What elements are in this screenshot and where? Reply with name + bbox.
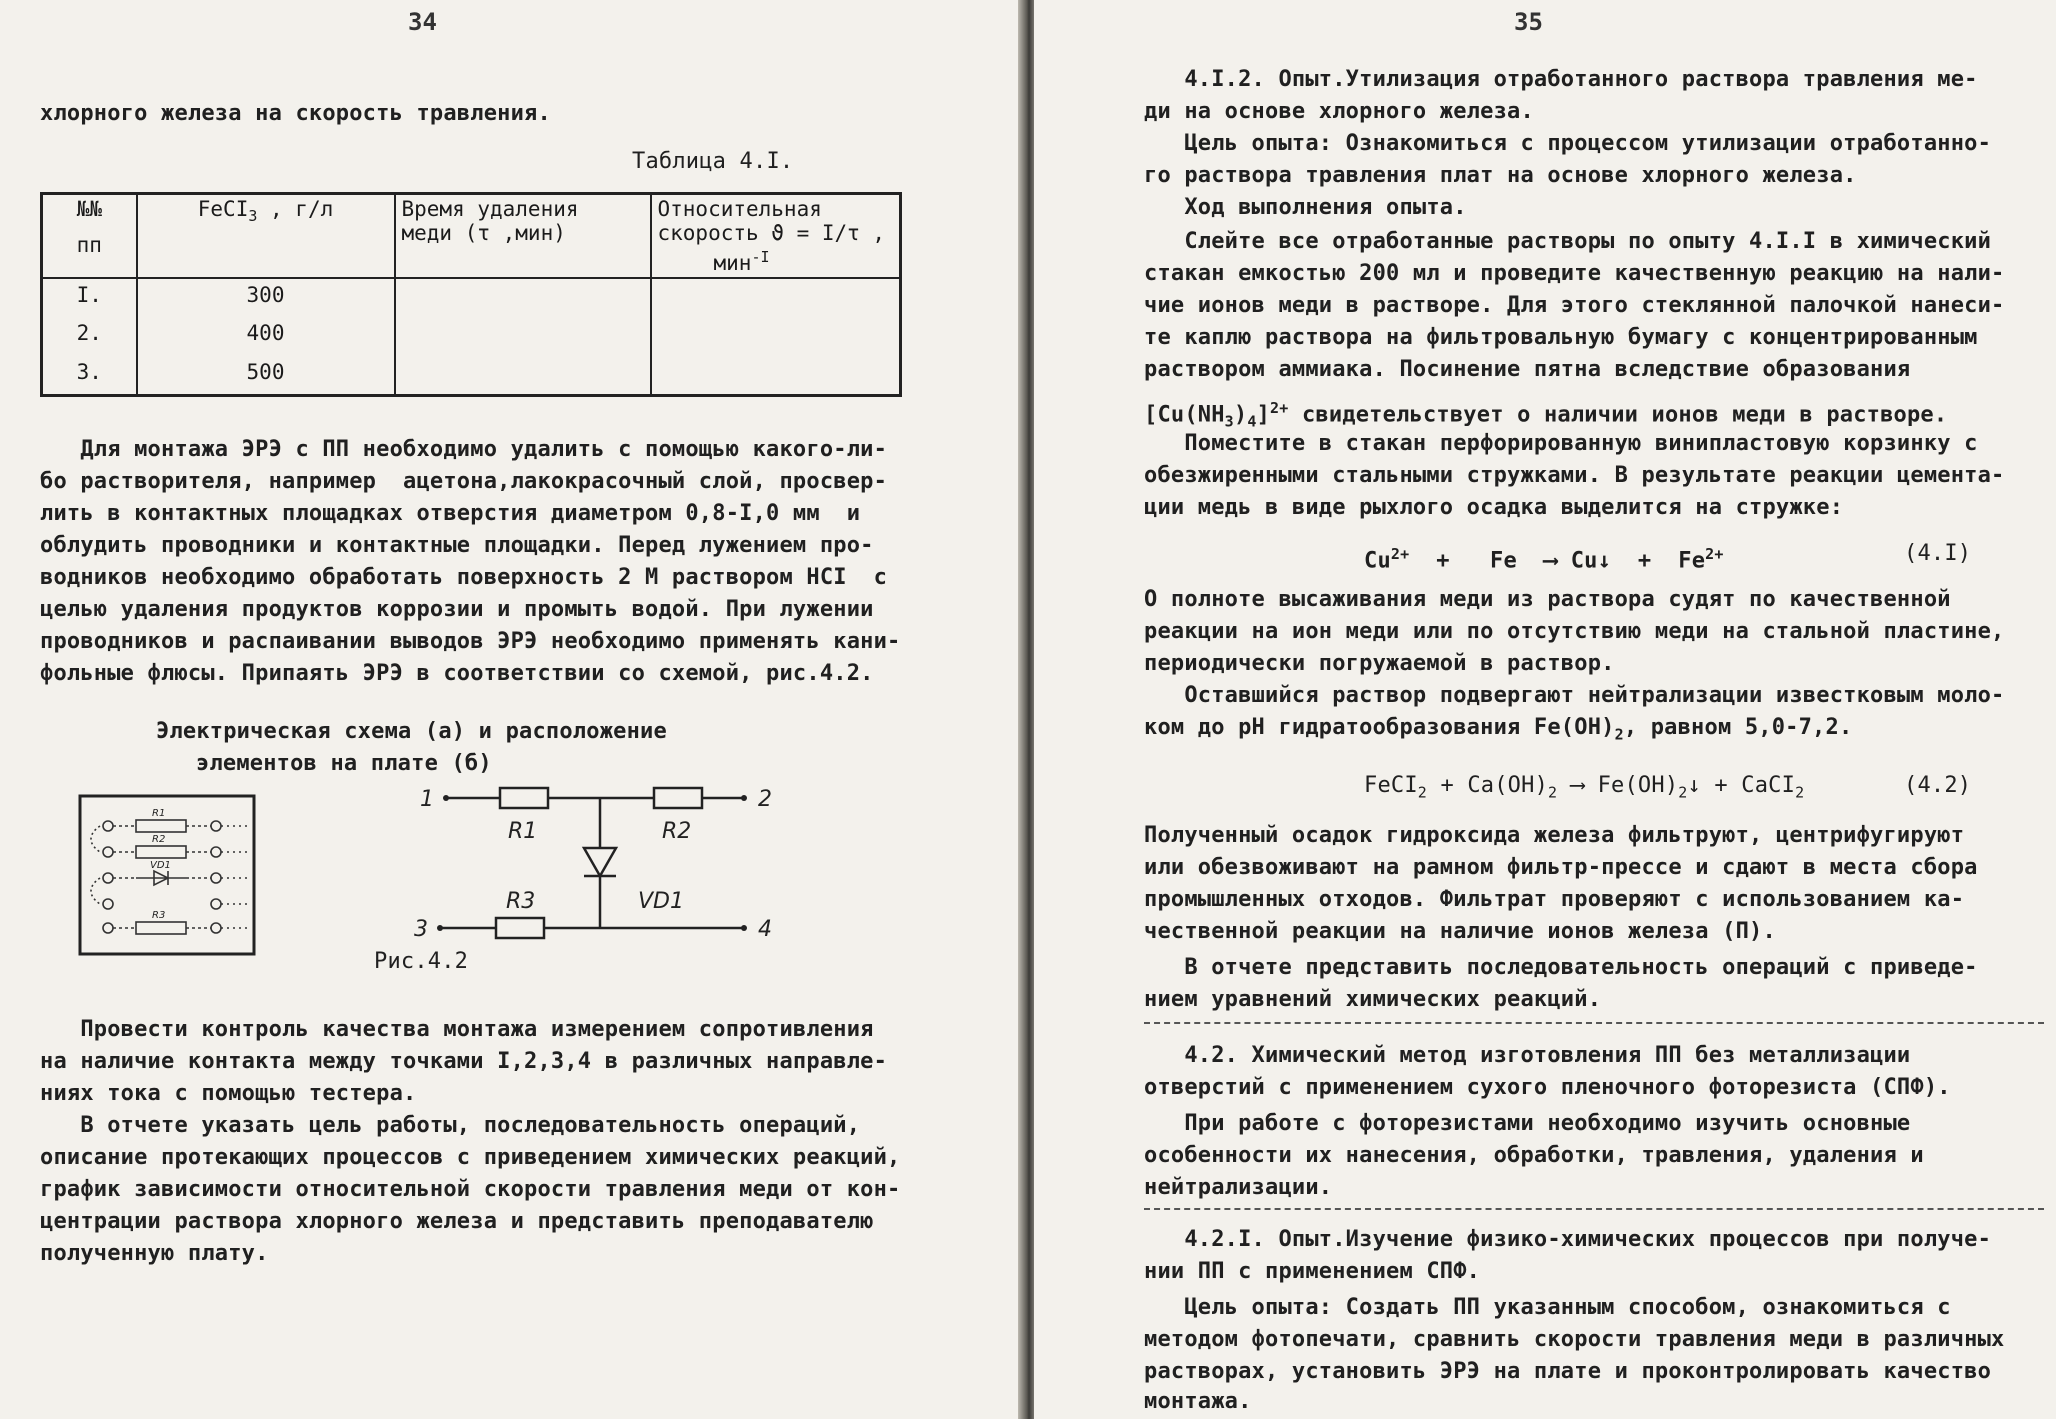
ph-line-text: , равном 5,0-7,2. <box>1623 715 1853 740</box>
layout-label-r3: R3 <box>152 910 166 921</box>
eq-part: + Fe ⟶ Cu↓ + Fe <box>1409 548 1706 574</box>
figure-caption: Рис.4.2 <box>374 949 469 974</box>
text-line: 4.2. Химический метод изготовления ПП без металлизации <box>1144 1043 1911 1068</box>
layout-r1 <box>136 820 186 832</box>
eq-sup: 2+ <box>1705 545 1724 563</box>
header-fecl3 <box>137 194 395 279</box>
text-line: реакции на ион меди или по отсутствию меди на стальной пластине, <box>1144 619 2005 644</box>
text-line: промышленных отходов. Фильтрат проверяют с использованием ка- <box>1144 887 1965 912</box>
eq-part: FeCI <box>1364 773 1418 798</box>
header-speed-line2: скорость ϑ = I/τ , <box>657 221 886 245</box>
table-header-row <box>42 194 901 279</box>
board-layout-diagram <box>78 794 256 956</box>
right-page <box>1034 0 2056 1419</box>
eq-part: + Ca(OH) <box>1427 773 1549 798</box>
layout-label-r1: R1 <box>152 808 166 819</box>
label-r2: R2 <box>662 819 692 844</box>
complex-close: ) <box>1233 402 1248 428</box>
header-speed-unit: мин <box>713 251 752 275</box>
text-line: описание протекающих процессов с приведением химических реакций, <box>40 1145 901 1170</box>
header-fecl3-unit: , г/л <box>257 197 334 221</box>
header-number <box>42 194 137 279</box>
page-number: 35 <box>1514 8 1543 36</box>
text-line: полученную плату. <box>40 1241 269 1266</box>
text-line: Провести контроль качества монтажа измерением сопротивления <box>40 1017 874 1042</box>
complex-sub: 4 <box>1247 412 1257 431</box>
ph-line <box>1144 712 1852 750</box>
page-number: 34 <box>408 8 437 36</box>
text-line: В отчете указать цель работы, последовательность операций, <box>40 1113 861 1138</box>
text-line: нием уравнений химических реакций. <box>1144 987 1602 1012</box>
text-line: 4.I.2. Опыт.Утилизация отработанного раствора травления ме- <box>1144 67 1978 92</box>
eq-sub: 2 <box>1548 783 1558 802</box>
intro-line: хлорного железа на скорость травления. <box>40 101 551 126</box>
complex-sub: 3 <box>1224 412 1234 431</box>
text-line: При работе с фоторезистами необходимо изучить основные <box>1144 1111 1911 1136</box>
text-line: монтажа. <box>1144 1389 1252 1414</box>
complex-charge: 2+ <box>1270 399 1289 417</box>
row-number: I. <box>42 278 137 317</box>
header-number-line1: №№ <box>76 197 102 221</box>
row-time <box>395 317 651 356</box>
data-table <box>40 192 902 397</box>
table-row <box>42 317 901 356</box>
layout-label-vd1: VD1 <box>150 860 171 871</box>
diode-vd1 <box>584 848 616 876</box>
header-fecl3-sub: 3 <box>248 207 258 226</box>
text-line: ниях тока с помощью тестера. <box>40 1081 417 1106</box>
text-line: Для монтажа ЭРЭ с ПП необходимо удалить с помощью какого-ли- <box>40 437 888 462</box>
text-line: или обезвоживают на рамном фильтр-прессе и сдают в места сбора <box>1144 855 1978 880</box>
figure-title-line1: Электрическая схема (а) и расположение <box>156 719 667 744</box>
complex-tail: свидетельствует о наличии ионов меди в растворе. <box>1288 402 1948 428</box>
node-label-3: 3 <box>414 917 428 940</box>
eq-sub: 2 <box>1795 783 1805 802</box>
text-line: чественной реакции на наличие ионов железа (П). <box>1144 919 1776 944</box>
resistor-r1 <box>500 788 548 808</box>
header-number-line2: пп <box>76 233 102 257</box>
eq-sub: 2 <box>1678 783 1688 802</box>
layout-label-r2: R2 <box>152 834 166 845</box>
complex-formula: [Cu(NH <box>1144 402 1225 428</box>
equation-number: (4.2) <box>1904 773 1972 798</box>
layout-r3 <box>136 922 186 934</box>
row-time <box>395 356 651 395</box>
text-line: В отчете представить последовательность операций с приведе- <box>1144 955 1978 980</box>
text-line: облудить проводники и контактные площадки. Перед лужением про- <box>40 533 874 558</box>
resistor-r3 <box>496 918 544 938</box>
text-line: ции медь в виде рыхлого осадка выделится на стружке: <box>1144 495 1844 520</box>
header-fecl3-main: FeCI <box>197 197 249 221</box>
layout-vd1 <box>136 871 186 885</box>
text-line: ди на основе хлорного железа. <box>1144 99 1534 124</box>
text-line: 4.2.I. Опыт.Изучение физико-химических процессов при получе- <box>1144 1227 1992 1252</box>
eq-part: Cu <box>1364 548 1391 574</box>
header-speed-unit-sup: -I <box>751 248 770 266</box>
text-line: Ход выполнения опыта. <box>1144 195 1467 220</box>
ph-line-sub: 2 <box>1614 725 1624 744</box>
text-line: лить в контактных площадках отверстия диаметром 0,8-I,0 мм и <box>40 501 861 526</box>
text-line: на наличие контакта между точками I,2,3,4 в различных направле- <box>40 1049 888 1074</box>
resistor-r2 <box>654 788 702 808</box>
equation-number: (4.I) <box>1904 541 1972 566</box>
header-time-line2: меди (τ ,мин) <box>401 221 566 245</box>
row-fecl3: 300 <box>137 278 395 317</box>
layout-r2 <box>136 846 186 858</box>
text-line: отверстий с применением сухого пленочного фоторезиста (СПФ). <box>1144 1075 1951 1100</box>
text-line: Слейте все отработанные растворы по опыту 4.I.I в химический <box>1144 229 1992 254</box>
text-line: Оставшийся раствор подвергают нейтрализации известковым моло- <box>1144 683 2005 708</box>
text-line: периодически погружаемой в раствор. <box>1144 651 1615 676</box>
text-line: водников необходимо обработать поверхность 2 М раствором HCI с <box>40 565 888 590</box>
text-line: нейтрализации. <box>1144 1175 1333 1200</box>
eq-part: ⟶ Fe(OH) <box>1557 773 1679 798</box>
label-r1: R1 <box>508 819 538 844</box>
text-line: чие ионов меди в растворе. Для этого стеклянной палочкой нанеси- <box>1144 293 2005 318</box>
text-line: особенности их нанесения, обработки, травления, удаления и <box>1144 1143 1924 1168</box>
text-line: фольные флюсы. Припаять ЭРЭ в соответствии со схемой, рис.4.2. <box>40 661 874 686</box>
header-speed <box>651 194 901 279</box>
row-speed <box>651 356 901 395</box>
text-line: проводников и распаивании выводов ЭРЭ необходимо применять кани- <box>40 629 901 654</box>
text-line: центрации раствора хлорного железа и представить преподавателю <box>40 1209 874 1234</box>
ph-line-text: ком до pH гидратообразования Fe(OH) <box>1144 715 1615 740</box>
text-line: стакан емкостью 200 мл и проведите качественную реакцию на нали- <box>1144 261 2005 286</box>
table-row <box>42 356 901 395</box>
equation-4-2 <box>1364 770 1804 808</box>
node-label-1: 1 <box>420 787 434 812</box>
equation-4-1 <box>1364 538 1724 577</box>
text-line: методом фотопечати, сравнить скорости травления меди в различных <box>1144 1327 2005 1352</box>
row-speed <box>651 317 901 356</box>
node-label-2: 2 <box>758 787 772 812</box>
row-fecl3: 400 <box>137 317 395 356</box>
row-fecl3: 500 <box>137 356 395 395</box>
figure-title-line2: элементов на плате (б) <box>196 751 492 776</box>
text-line: Цель опыта: Создать ПП указанным способом, ознакомиться с <box>1144 1295 1951 1320</box>
text-line: нии ПП с применением СПФ. <box>1144 1259 1481 1284</box>
text-line: раствором аммиака. Посинение пятна вследствие образования <box>1144 357 1911 382</box>
text-line: Поместите в стакан перфорированную винипластовую корзинку с <box>1144 431 1978 456</box>
complex-bracket: ] <box>1256 402 1271 428</box>
text-line: О полноте высаживания меди из раствора судят по качественной <box>1144 587 1951 612</box>
eq-sub: 2 <box>1417 783 1428 802</box>
node-label-4: 4 <box>758 917 772 940</box>
row-time <box>395 278 651 317</box>
row-speed <box>651 278 901 317</box>
text-line: обезжиренными стальными стружками. В результате реакции цемента- <box>1144 463 2005 488</box>
table-caption: Таблица 4.I. <box>632 149 794 174</box>
eq-part: ↓ + CaCI <box>1687 773 1796 798</box>
text-line: Полученный осадок гидроксида железа фильтруют, центрифугируют <box>1144 823 1965 848</box>
label-vd1: VD1 <box>638 889 684 914</box>
row-number: 2. <box>42 317 137 356</box>
text-line: целью удаления продуктов коррозии и промыть водой. При лужении <box>40 597 874 622</box>
divider <box>1144 1022 2044 1024</box>
text-line: растворах, установить ЭРЭ на плате и проконтролировать качество <box>1144 1359 1992 1384</box>
header-speed-line1: Относительная <box>657 197 822 221</box>
left-page <box>0 0 1022 1419</box>
text-line: график зависимости относительной скорости травления меди от кон- <box>40 1177 901 1202</box>
divider <box>1144 1208 2044 1210</box>
header-time-line1: Время удаления <box>401 197 579 221</box>
circuit-schematic <box>410 780 780 940</box>
text-line: го раствора травления плат на основе хлорного железа. <box>1144 163 1857 188</box>
text-line: те каплю раствора на фильтровальную бумагу с концентрированным <box>1144 325 1978 350</box>
eq-sup: 2+ <box>1390 545 1410 563</box>
row-number: 3. <box>42 356 137 395</box>
label-r3: R3 <box>506 889 536 914</box>
text-line: Цель опыта: Ознакомиться с процессом утилизации отработанно- <box>1144 131 1992 156</box>
text-line: бо растворителя, например ацетона,лакокрасочный слой, просвер- <box>40 469 888 494</box>
header-time <box>395 194 651 279</box>
table-row <box>42 278 901 317</box>
